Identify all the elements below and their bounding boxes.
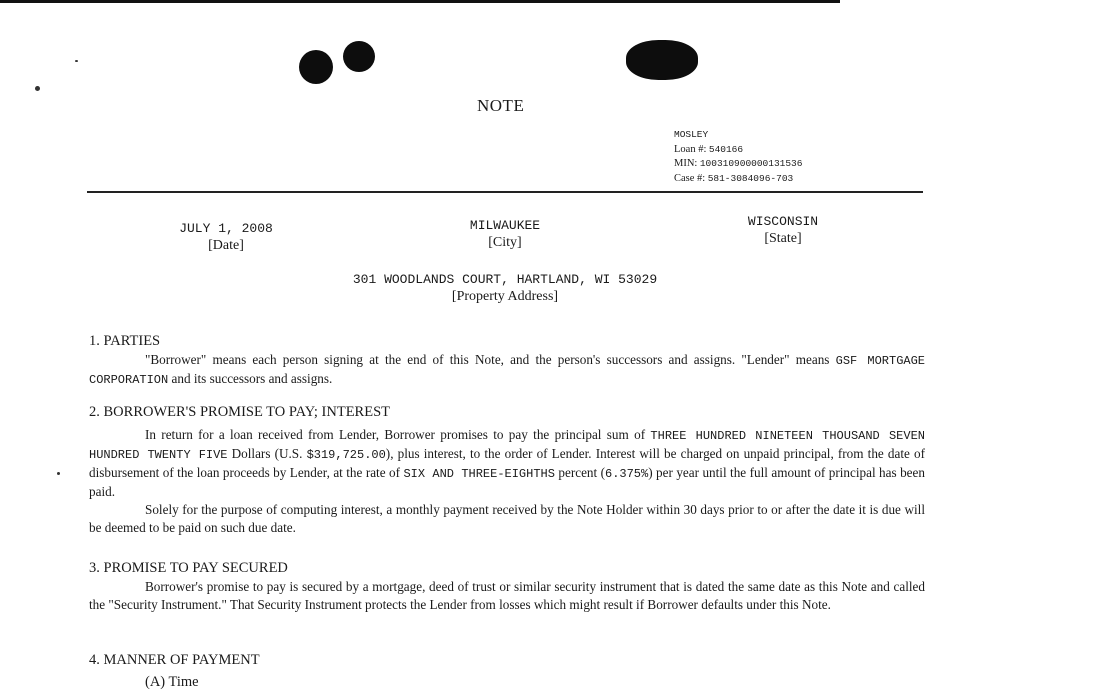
subsection-time: (A) Time [145, 674, 199, 690]
redaction-mark [299, 50, 333, 84]
scan-speck [75, 60, 78, 62]
borrower-name: MOSLEY [674, 129, 709, 140]
loan-number: 540166 [708, 143, 744, 155]
state-field [718, 214, 848, 247]
document-title: NOTE [477, 96, 525, 115]
city-label: [City] [488, 235, 522, 250]
property-address: 301 WOODLANDS COURT, HARTLAND, WI 53029 [352, 272, 658, 287]
scan-speck [57, 472, 60, 475]
section-heading-parties: 1. PARTIES [89, 333, 161, 349]
property-label: [Property Address] [451, 289, 559, 304]
parties-paragraph: "Borrower" means each person signing at the end of this Note, and the person's successors and assigns. "Lender" means GSF MORTGAGE CORPORATION and its successors and assigns. [89, 352, 925, 387]
promise-to-pay-paragraph: In return for a loan received from Lender, Borrower promises to pay the principal sum of THREE HUNDRED NINETEEN THOUSAND SEVEN HUNDRED TWENTY FIVE Dollars (U.S. $319,725.00), plus interest, to the order of Lender. Interest will be charged on unpaid principal, from the date of disbursement of the loan proceeds by Lender, at the rate of SIX AND THREE-EIGHTHS percent (6.375%) per year until the full amount of principal has been paid. Solely for the purpose of computing interest, a monthly payment received by the Note Holder within 30 days prior to or after the date it is due will be deemed to be paid on such due date. [89, 427, 925, 535]
state-label: [State] [764, 231, 802, 246]
loan-number-line: Loan #: 540166 [674, 143, 744, 155]
lender-name: GSF MORTGAGE CORPORATION [89, 354, 925, 387]
city-value: MILWAUKEE [469, 218, 541, 233]
scan-speck [35, 86, 40, 91]
secured-paragraph: Borrower's promise to pay is secured by a mortgage, deed of trust or similar security instrument that is dated the same date as this Note and called the "Security Instrument." That Security Instrument protects the Lender from losses which might result if Borrower defaults under this Note. [89, 579, 925, 612]
section-heading-promise-to-pay: 2. BORROWER'S PROMISE TO PAY; INTEREST [89, 404, 391, 420]
redaction-mark [343, 41, 375, 72]
property-field [300, 272, 710, 305]
section-heading-manner-of-payment: 4. MANNER OF PAYMENT [89, 652, 260, 668]
date-value: JULY 1, 2008 [179, 221, 273, 236]
principal-amount: $319,725.00 [306, 448, 386, 462]
case-number: 581-3084096-703 [707, 172, 794, 184]
min-number-line: MIN: 100310900000131536 [674, 158, 803, 169]
min-number: 100310900000131536 [699, 158, 803, 169]
interest-rate-words: SIX AND THREE-EIGHTHS [403, 467, 555, 481]
section-heading-secured: 3. PROMISE TO PAY SECURED [89, 560, 288, 576]
loan-info-block [674, 128, 802, 186]
header-divider [87, 191, 923, 193]
page-top-edge [0, 0, 840, 3]
date-field [156, 221, 296, 254]
date-label: [Date] [208, 238, 244, 253]
interest-computation-paragraph: Solely for the purpose of computing interest, a monthly payment received by the Note Holder within 30 days prior to or after the date it is due will be deemed to be paid on such due date. [89, 502, 925, 535]
city-field [440, 218, 570, 251]
case-number-line: Case #: 581-3084096-703 [674, 172, 794, 184]
redaction-mark [626, 40, 698, 80]
interest-rate: 6.375% [605, 467, 649, 481]
principal-amount-words: THREE HUNDRED NINETEEN THOUSAND SEVEN HUNDRED TWENTY FIVE [89, 429, 925, 462]
state-value: WISCONSIN [747, 214, 819, 229]
